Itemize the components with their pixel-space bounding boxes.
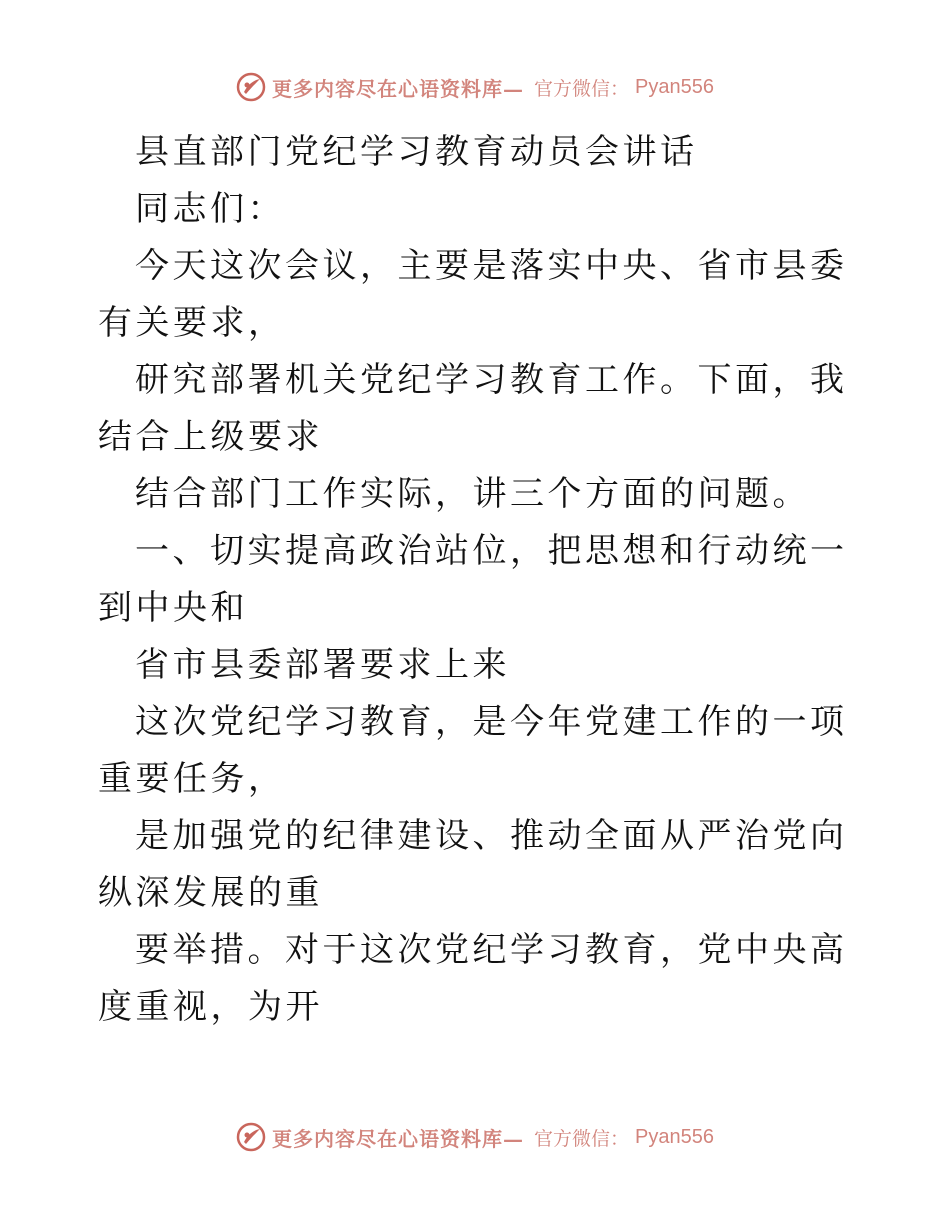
section-heading-continued: 省市县委部署要求上来	[135, 645, 510, 685]
paragraph: 这次党纪学习教育，是今年党建工作的一项重要任务，	[98, 702, 848, 799]
paragraph: 今天这次会议，主要是落实中央、省市县委有关要求，	[98, 246, 848, 343]
brush-logo-icon	[236, 1122, 266, 1152]
section-heading: 一、切实提高政治站位，把思想和行动统一到中央和	[98, 531, 848, 628]
document-title: 县直部门党纪学习教育动员会讲话	[135, 132, 698, 172]
paragraph: 是加强党的纪律建设、推动全面从严治党向纵深发展的重	[98, 816, 848, 913]
paragraph: 结合部门工作实际，讲三个方面的问题。	[135, 474, 810, 514]
salutation: 同志们：	[135, 189, 285, 229]
watermark-wechat-id: Pyan556	[635, 75, 714, 98]
watermark-wechat-label: 官方微信：	[534, 77, 630, 100]
watermark-text: 更多内容尽在心语资料库—	[272, 76, 524, 101]
document-body	[98, 124, 854, 1036]
paragraph: 研究部署机关党纪学习教育工作。下面，我结合上级要求	[98, 360, 848, 457]
footer-watermark	[0, 1122, 950, 1152]
watermark-wechat-id: Pyan556	[635, 1125, 714, 1148]
paragraph: 要举措。对于这次党纪学习教育，党中央高度重视，为开	[98, 930, 848, 1027]
header-watermark	[0, 72, 950, 102]
brush-logo-icon	[236, 72, 266, 102]
watermark-text: 更多内容尽在心语资料库—	[272, 1126, 524, 1151]
watermark-wechat-label: 官方微信：	[534, 1127, 630, 1150]
